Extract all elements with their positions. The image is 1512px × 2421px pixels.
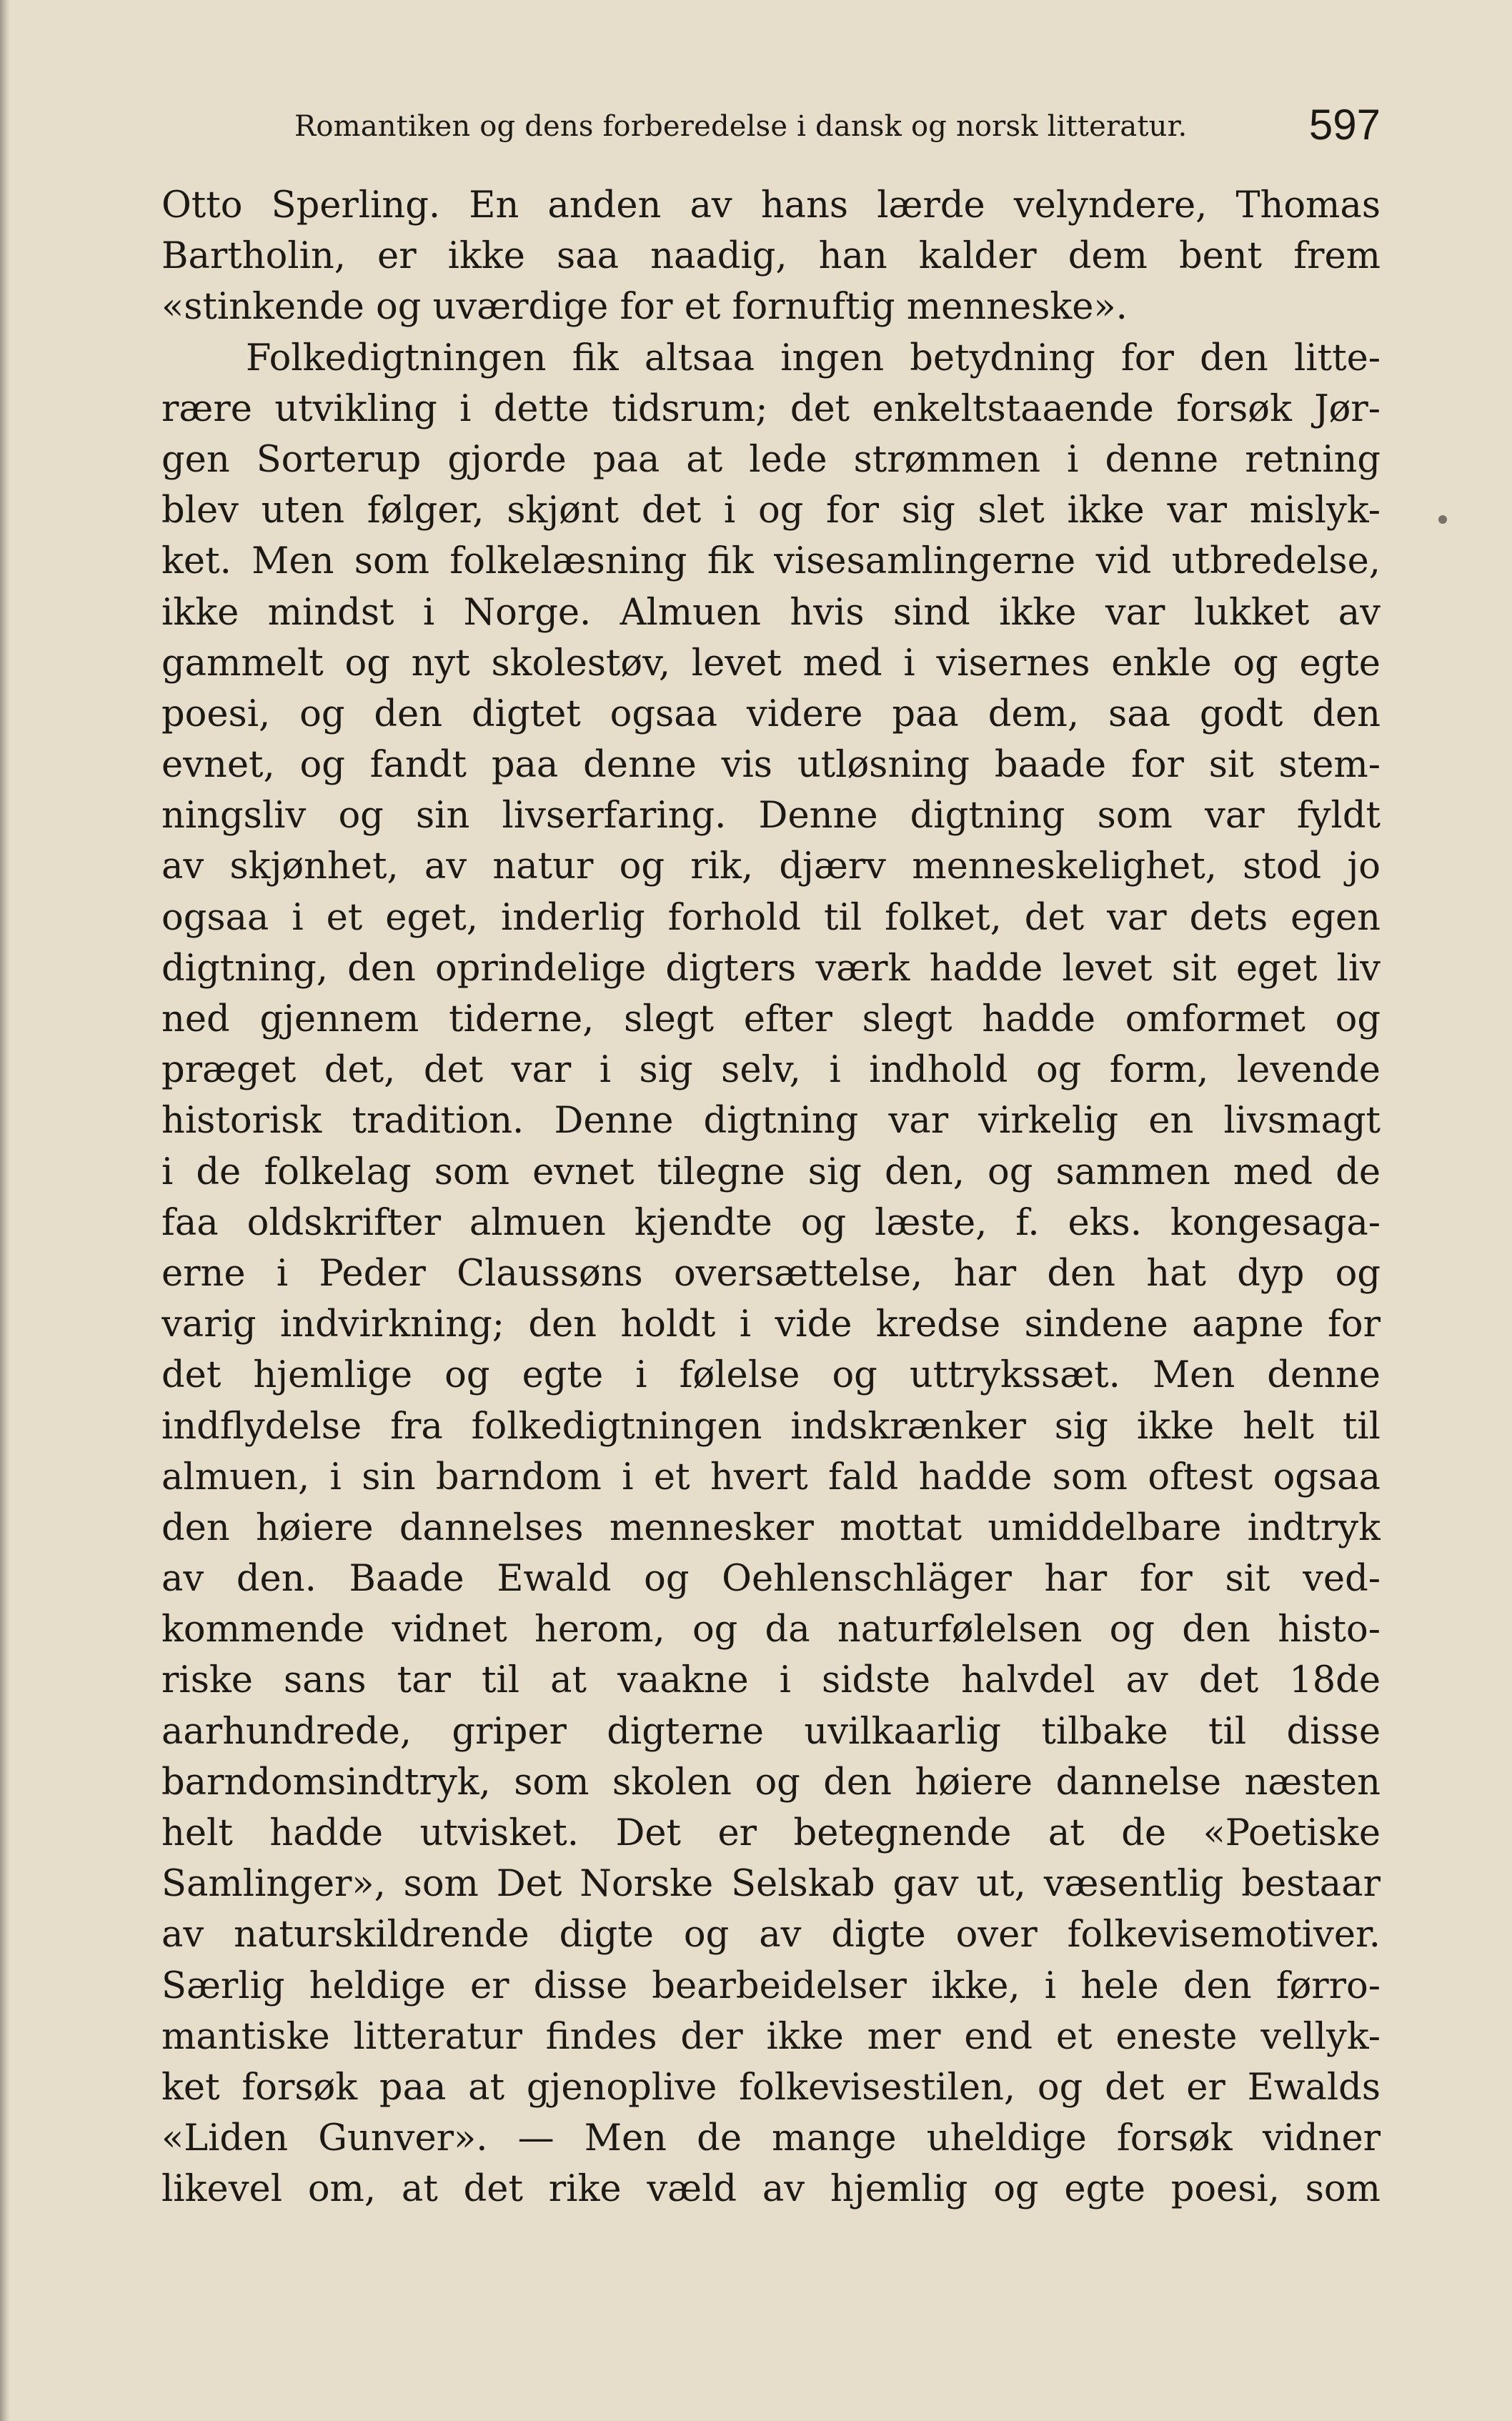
text-line: varig indvirkning; den holdt i vide kredse sindene aapne for [161,1303,1381,1346]
text-line: «Liden Gunver». — Men de mange uheldige forsøk vidner [161,2117,1381,2160]
text-line: av naturskildrende digte og av digte over folkevisemotiver. [161,1914,1381,1957]
text-line: av skjønhet, av natur og rik, djærv menneskelighet, stod jo [161,845,1381,888]
text-line: ikke mindst i Norge. Almuen hvis sind ikke var lukket av [161,591,1381,634]
text-line: Bartholin, er ikke saa naadig, han kalder dem bent frem [161,235,1381,278]
text-line: av den. Baade Ewald og Oehlenschläger har for sit ved- [161,1558,1381,1601]
text-line: det hjemlige og egte i følelse og uttrykssæt. Men denne [161,1354,1381,1397]
page-header [161,100,1381,157]
paragraph-first-line: Folkedigtningen fik altsaa ingen betydning for den litte- [246,337,1381,379]
text-line: aarhundrede, griper digterne uvilkaarlig tilbake til disse [161,1710,1381,1753]
text-line: Otto Sperling. En anden av hans lærde velyndere, Thomas [161,184,1381,227]
text-line: «stinkende og uværdige for et fornuftig menneske». [161,286,1128,329]
text-line: barndomsindtryk, som skolen og den høiere dannelse næsten [161,1761,1381,1804]
text-line: ogsaa i et eget, inderlig forhold til folket, det var dets egen [161,896,1381,939]
text-line: digtning, den oprindelige digters værk hadde levet sit eget liv [161,947,1381,990]
text-line: ned gjennem tiderne, slegt efter slegt hadde omformet og [161,998,1381,1040]
text-line: ningsliv og sin livserfaring. Denne digtning som var fyldt [161,795,1381,837]
text-line: ket. Men som folkelæsning fik visesamlingerne vid utbredelse, [161,540,1381,583]
text-line: Særlig heldige er disse bearbeidelser ikke, i hele den førro- [161,1964,1381,2007]
text-line: historisk tradition. Denne digtning var virkelig en livsmagt [161,1100,1381,1143]
text-line: mantiske litteratur findes der ikke mer end et eneste vellyk- [161,2015,1381,2058]
margin-mark [1438,515,1447,524]
text-line: faa oldskrifter almuen kjendte og læste, f. eks. kongesaga- [161,1201,1381,1244]
text-line: rære utvikling i dette tidsrum; det enkeltstaaende forsøk Jør- [161,387,1381,430]
text-line: i de folkelag som evnet tilegne sig den, og sammen med de [161,1150,1381,1193]
text-line: likevel om, at det rike væld av hjemlig og egte poesi, som [161,2168,1381,2211]
text-line: blev uten følger, skjønt det i og for sig slet ikke var mislyk- [161,489,1381,532]
page-binding-edge [0,0,10,2421]
text-line: gammelt og nyt skolestøv, levet med i visernes enkle og egte [161,642,1381,685]
text-line: indflydelse fra folkedigtningen indskrænker sig ikke helt til [161,1405,1381,1448]
text-line: poesi, og den digtet ogsaa videre paa dem, saa godt den [161,692,1381,735]
text-line: Samlinger», som Det Norske Selskab gav ut, væsentlig bestaar [161,1863,1381,1906]
body-text [161,180,1381,2215]
text-line: ket forsøk paa at gjenoplive folkevisestilen, og det er Ewalds [161,2066,1381,2109]
text-line: almuen, i sin barndom i et hvert fald hadde som oftest ogsaa [161,1456,1381,1498]
text-line: præget det, det var i sig selv, i indhold og form, levende [161,1049,1381,1092]
text-line: erne i Peder Claussøns oversættelse, har den hat dyp og [161,1252,1381,1295]
text-line: gen Sorterup gjorde paa at lede strømmen i denne retning [161,438,1381,481]
page-number: 597 [1308,101,1381,149]
text-line: evnet, og fandt paa denne vis utløsning baade for sit stem- [161,744,1381,787]
text-line: den høiere dannelses mennesker mottat umiddelbare indtryk [161,1506,1381,1549]
running-head: Romantiken og dens forberedelse i dansk og norsk litteratur. [294,110,1188,143]
text-line: riske sans tar til at vaakne i sidste halvdel av det 18de [161,1659,1381,1702]
text-line: helt hadde utvisket. Det er betegnende at de «Poetiske [161,1812,1381,1854]
text-line: kommende vidnet herom, og da naturfølelsen og den histo- [161,1609,1381,1651]
